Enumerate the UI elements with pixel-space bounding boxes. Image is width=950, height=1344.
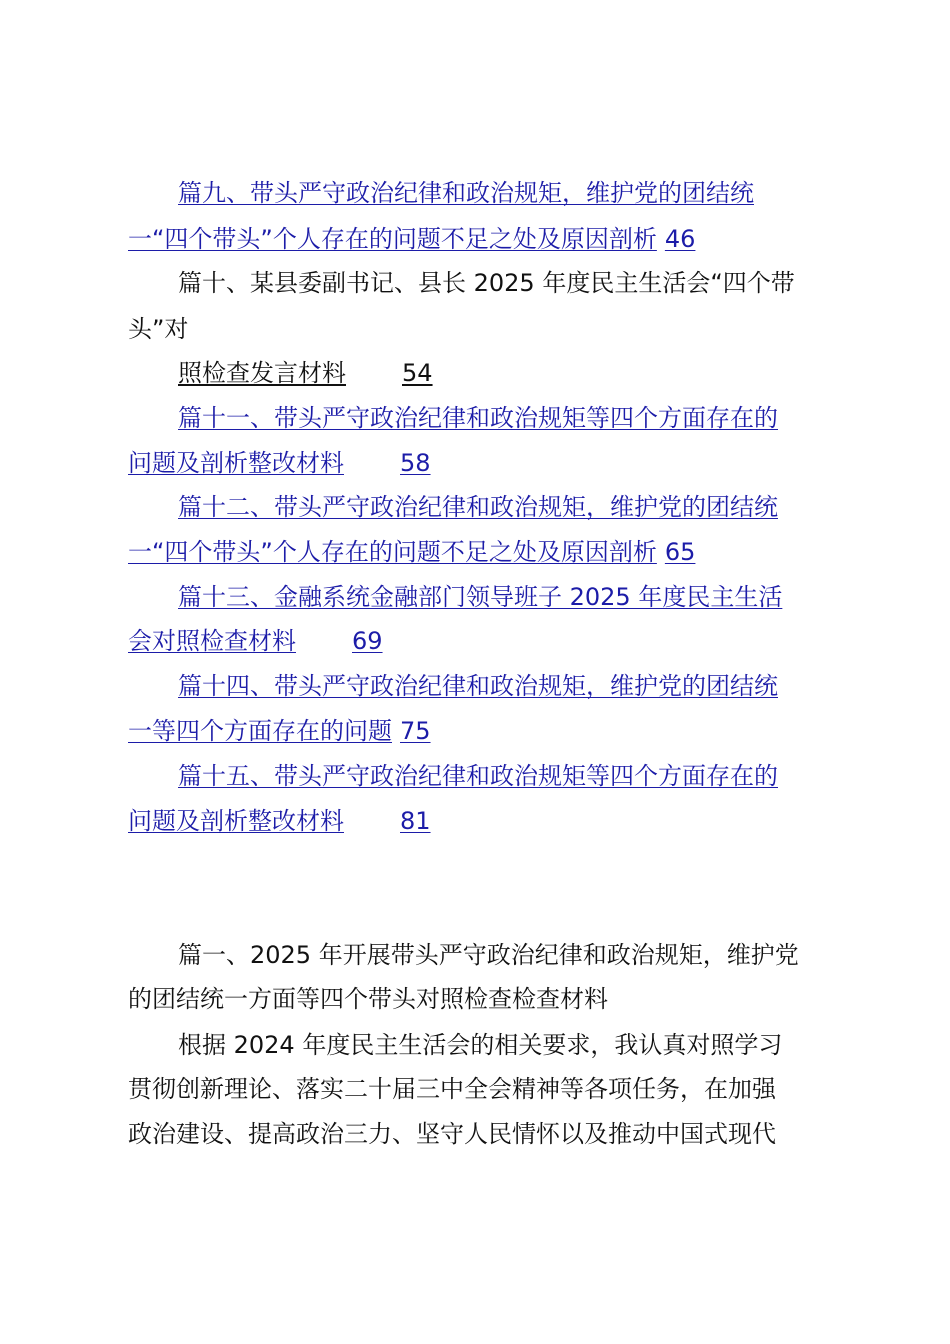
toc-entry-14-text: 一等四个方面存在的问题 <box>128 717 392 745</box>
toc-entry-10-page: 54 <box>402 359 433 387</box>
body-line-3: 政治建设、提高政治三力、坚守人民情怀以及推动中国式现代 <box>128 1120 776 1148</box>
toc-entry-10-line2: 头”对 <box>128 315 189 343</box>
toc-entry-15-line2[interactable] <box>128 806 431 836</box>
section-title-line1: 篇一、2025 年开展带头严守政治纪律和政治规矩，维护党 <box>178 941 799 969</box>
toc-entry-15-text: 问题及剖析整改材料 <box>128 807 344 835</box>
toc-entry-15-line1[interactable]: 篇十五、带头严守政治纪律和政治规矩等四个方面存在的 <box>178 762 778 790</box>
toc-entry-11-line2[interactable] <box>128 448 431 478</box>
toc-entry-9-text: 一“四个带头”个人存在的问题不足之处及原因剖析 <box>128 225 657 253</box>
toc-entry-11-text: 问题及剖析整改材料 <box>128 449 344 477</box>
toc-entry-10-text: 照检查发言材料 <box>178 359 346 387</box>
toc-entry-12-line2[interactable] <box>128 537 695 567</box>
toc-entry-12-page: 65 <box>664 538 696 566</box>
toc-entry-13-line2[interactable] <box>128 626 383 656</box>
toc-entry-13-line1[interactable]: 篇十三、金融系统金融部门领导班子 2025 年度民主生活 <box>178 583 783 611</box>
toc-entry-13-text: 会对照检查材料 <box>128 627 296 655</box>
toc-entry-9-page: 46 <box>664 225 696 253</box>
toc-entry-11-line1[interactable]: 篇十一、带头严守政治纪律和政治规矩等四个方面存在的 <box>178 404 778 432</box>
toc-entry-13-page: 69 <box>352 627 383 655</box>
toc-entry-11-page: 58 <box>400 449 431 477</box>
toc-entry-15-page: 81 <box>400 807 431 835</box>
section-title-line2: 的团结统一方面等四个带头对照检查检查材料 <box>128 985 608 1013</box>
body-line-2: 贯彻创新理论、落实二十届三中全会精神等各项任务，在加强 <box>128 1075 776 1103</box>
toc-entry-10-line3[interactable] <box>178 358 433 388</box>
toc-entry-10-line1: 篇十、某县委副书记、县长 2025 年度民主生活会“四个带 <box>178 269 795 297</box>
toc-entry-9-line2[interactable] <box>128 224 695 254</box>
toc-entry-14-line1[interactable]: 篇十四、带头严守政治纪律和政治规矩，维护党的团结统 <box>178 672 778 700</box>
toc-entry-12-text: 一“四个带头”个人存在的问题不足之处及原因剖析 <box>128 538 657 566</box>
body-line-1: 根据 2024 年度民主生活会的相关要求，我认真对照学习 <box>178 1031 783 1059</box>
toc-entry-9-line1[interactable]: 篇九、带头严守政治纪律和政治规矩，维护党的团结统 <box>178 179 754 207</box>
toc-entry-12-line1[interactable]: 篇十二、带头严守政治纪律和政治规矩，维护党的团结统 <box>178 493 778 521</box>
toc-entry-14-page: 75 <box>400 717 431 745</box>
toc-entry-14-line2[interactable] <box>128 716 431 746</box>
